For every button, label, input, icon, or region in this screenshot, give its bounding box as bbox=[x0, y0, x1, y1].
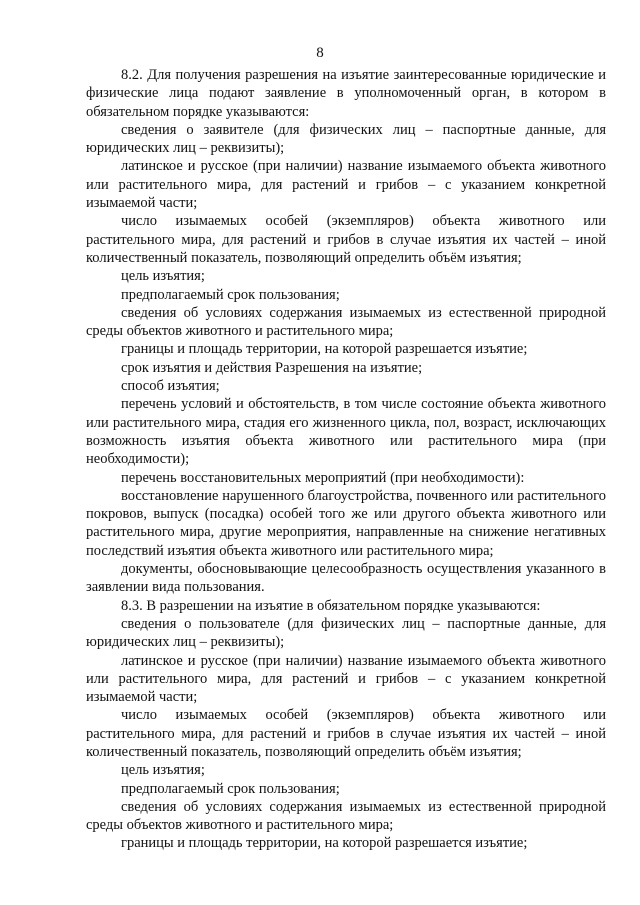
paragraph-specimen-count: число изымаемых особей (экземпляров) объекта животного или растительного мира, для растений и грибов в случае изъятия их частей – иной количественный показатель, позволяющий определить объём изъятия; bbox=[86, 213, 606, 266]
paragraph-purpose-2: цель изъятия; bbox=[121, 762, 205, 779]
paragraph-justification-docs: документы, обосновывающие целесообразность осуществления указанного в заявлении вида пользования. bbox=[86, 561, 606, 596]
paragraph-territory: границы и площадь территории, на которой разрешается изъятие; bbox=[121, 341, 528, 358]
paragraph-conditions-list: перечень условий и обстоятельств, в том числе состояние объекта животного или растительного мира, стадия его жизненного цикла, пол, возраст, исключающих возможность изъятия объекта животного или растительного мира (при необходимости); bbox=[86, 396, 606, 468]
document-body bbox=[86, 66, 606, 853]
paragraph-territory-2: границы и площадь территории, на которой разрешается изъятие; bbox=[121, 835, 528, 852]
paragraph-8-2-intro: 8.2. Для получения разрешения на изъятие заинтересованные юридические и физические лица подают заявление в уполномоченный орган, в котором в обязательном порядке указываются: bbox=[86, 67, 606, 120]
paragraph-user-info: сведения о пользователе (для физических лиц – паспортные данные, для юридических лиц – реквизиты); bbox=[86, 615, 606, 651]
paragraph-keeping-conditions: сведения об условиях содержания изымаемых из естественной природной среды объектов животного и растительного мира; bbox=[86, 304, 606, 340]
paragraph-8-3-intro: 8.3. В разрешении на изъятие в обязательном порядке указываются: bbox=[121, 597, 541, 614]
paragraph-object-name: латинское и русское (при наличии) название изымаемого объекта животного или растительного мира, для растений и грибов – с указанием конкретной изымаемой части; bbox=[86, 158, 606, 212]
paragraph-restoration-list: перечень восстановительных мероприятий (при необходимости): bbox=[121, 469, 525, 486]
paragraph-keeping-conditions-2: сведения об условиях содержания изымаемых из естественной природной среды объектов животного и растительного мира; bbox=[86, 798, 606, 834]
paragraph-applicant-info: сведения о заявителе (для физических лиц – паспортные данные, для юридических лиц – реквизиты); bbox=[86, 121, 606, 157]
paragraph-permit-term: срок изъятия и действия Разрешения на изъятие; bbox=[121, 359, 423, 376]
page-number: 8 bbox=[316, 45, 324, 61]
paragraph-specimen-count-2: число изымаемых особей (экземпляров) объекта животного или растительного мира, для растений и грибов в случае изъятия их частей – иной количественный показатель, позволяющий определить объём изъятия; bbox=[86, 707, 606, 760]
paragraph-method: способ изъятия; bbox=[121, 378, 220, 395]
paragraph-purpose: цель изъятия; bbox=[121, 268, 205, 285]
paragraph-object-name-2: латинское и русское (при наличии) название изымаемого объекта животного или растительного мира, для растений и грибов – с указанием конкретной изымаемой части; bbox=[86, 652, 606, 706]
paragraph-restoration-details: восстановление нарушенного благоустройства, почвенного или растительного покровов, выпуск (посадка) особей того же или другого объекта животного или растительного мира, другие мероприятия, направленные на снижение негативных последствий изъятия объекта животного или растительного мира; bbox=[86, 487, 606, 559]
paragraph-usage-term-2: предполагаемый срок пользования; bbox=[121, 780, 340, 797]
paragraph-usage-term: предполагаемый срок пользования; bbox=[121, 286, 340, 303]
